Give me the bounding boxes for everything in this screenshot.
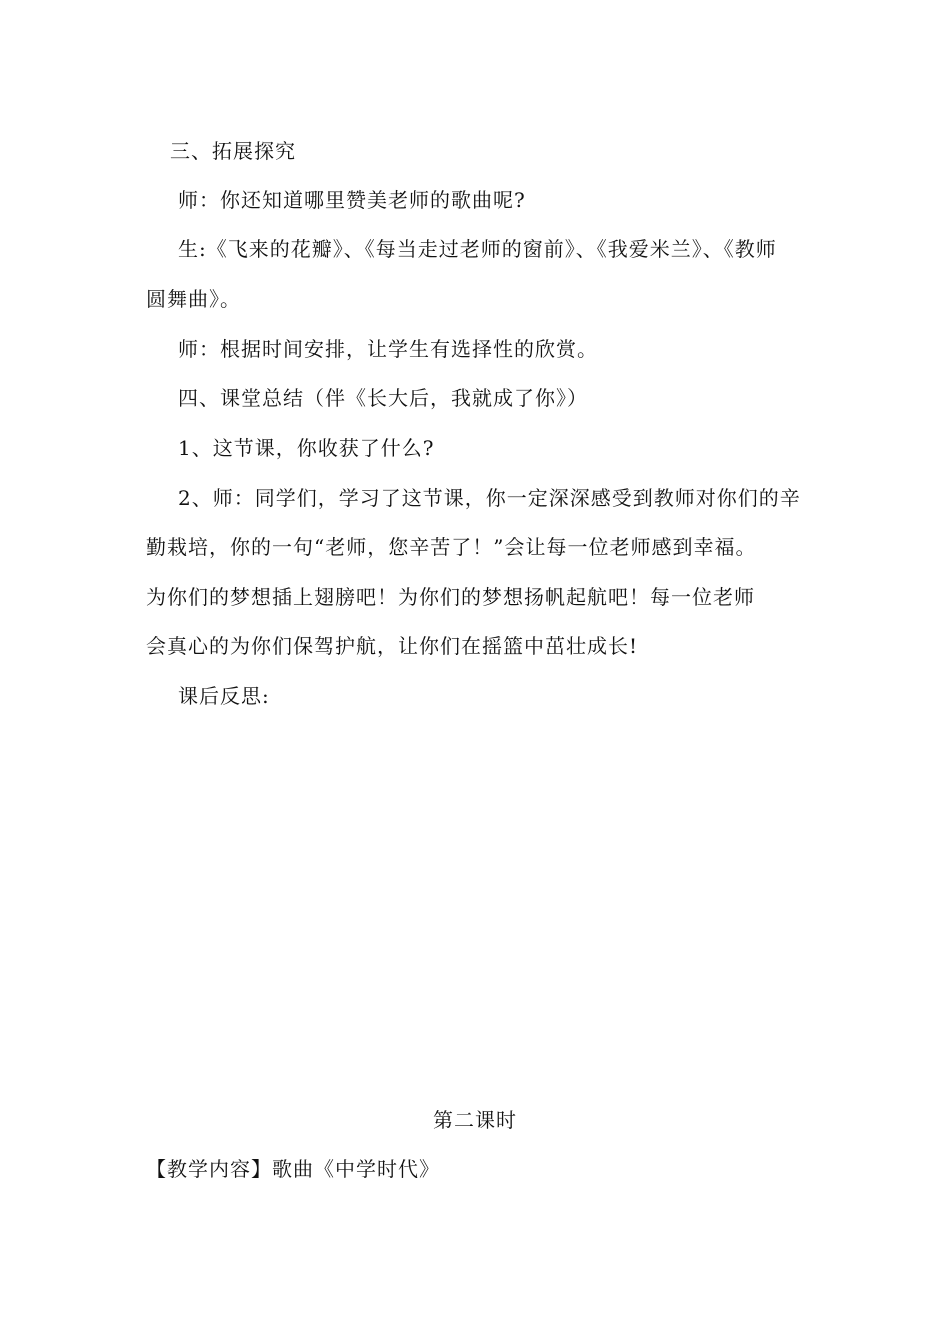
summary-item-1: 1、这节课，你收获了什么? [178, 436, 435, 460]
reflection-label: 课后反思: [178, 684, 270, 708]
student-answer-line2: 圆舞曲》。 [146, 287, 241, 311]
section3-heading: 三、拓展探究 [170, 139, 296, 163]
summary-item-2-line4: 会真心的为你们保驾护航，让你们在摇篮中茁壮成长! [146, 634, 639, 658]
summary-item-2-line2: 勤栽培，你的一句“老师，您辛苦了！”会让每一位老师感到幸福。 [146, 535, 757, 559]
student-answer-line1: 生:《飞来的花瓣》、《每当走过老师的窗前》、《我爱米兰》、《教师 [178, 237, 777, 261]
summary-item-2-line1: 2、师：同学们，学习了这节课，你一定深深感受到教师对你们的辛 [178, 486, 801, 510]
lesson2-content: 【教学内容】歌曲《中学时代》 [146, 1157, 440, 1181]
summary-item-2-line3: 为你们的梦想插上翅膀吧！为你们的梦想扬帆起航吧！每一位老师 [146, 585, 755, 609]
lesson2-title: 第二课时 [433, 1108, 517, 1132]
section4-heading: 四、课堂总结（伴《长大后，我就成了你》） [178, 386, 588, 410]
teacher-question: 师：你还知道哪里赞美老师的歌曲呢? [178, 188, 526, 212]
teacher-instruction: 师：根据时间安排，让学生有选择性的欣赏。 [178, 337, 598, 361]
